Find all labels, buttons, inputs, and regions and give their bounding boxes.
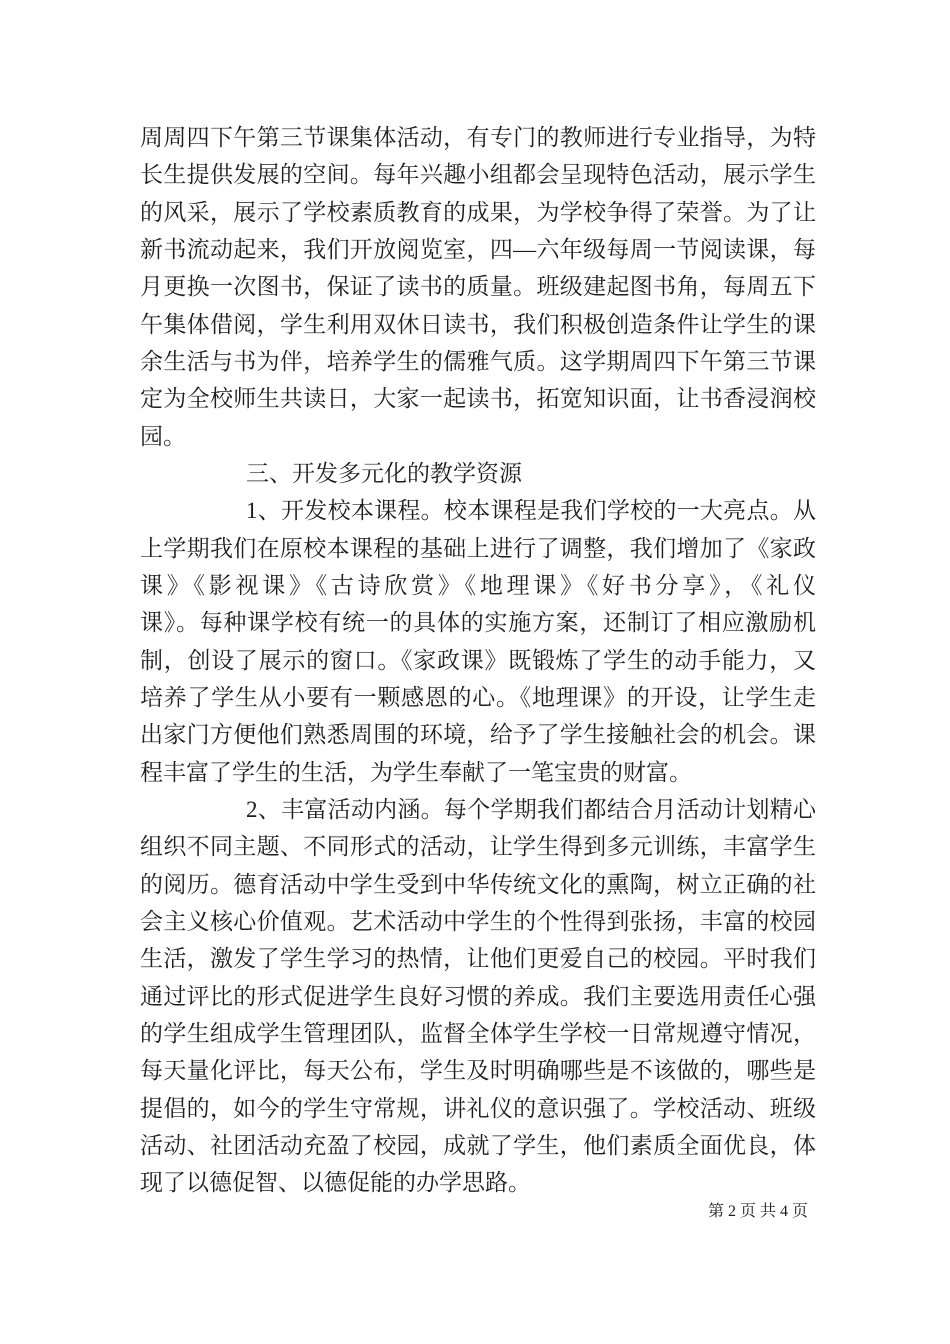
page-footer <box>708 1200 808 1224</box>
heading-section-three <box>140 455 816 492</box>
text-line: 会主义核心价值观。艺术活动中学生的个性得到张扬，丰富的校园 <box>140 908 816 934</box>
text-line: 活动、社团活动充盈了校园，成就了学生，他们素质全面优良，体 <box>140 1132 816 1158</box>
text-line: 出家门方便他们熟悉周围的环境，给予了学生接触社会的机会。课 <box>140 722 816 748</box>
page-number-label: 第 2 页 共 4 页 <box>707 1203 808 1220</box>
text-line: 月更换一次图书，保证了读书的质量。班级建起图书角，每周五下 <box>140 274 816 300</box>
text-line: 上学期我们在原校本课程的基础上进行了调整，我们增加了《家政 <box>140 535 816 561</box>
text-line: 园。 <box>140 423 186 449</box>
text-line: 1、开发校本课程。校本课程是我们学校的一大亮点。从 <box>246 498 816 524</box>
text-line: 培养了学生从小要有一颗感恩的心。《地理课》的开设，让学生走 <box>140 684 816 710</box>
text-line: 余生活与书为伴，培养学生的儒雅气质。这学期周四下午第三节课 <box>140 348 816 374</box>
text-line: 的学生组成学生管理团队，监督全体学生学校一日常规遵守情况， <box>140 1020 816 1046</box>
text-line: 组织不同主题、不同形式的活动，让学生得到多元训练，丰富学生 <box>140 834 816 860</box>
text-line: 定为全校师生共读日，大家一起读书，拓宽知识面，让书香浸润校 <box>140 386 816 412</box>
text-line: 的风采，展示了学校素质教育的成果，为学校争得了荣誉。为了让 <box>140 199 816 225</box>
text-line: 现了以德促智、以德促能的办学思路。 <box>140 1170 531 1196</box>
text-line: 通过评比的形式促进学生良好习惯的养成。我们主要选用责任心强 <box>140 983 816 1009</box>
text-line: 每天量化评比，每天公布，学生及时明确哪些是不该做的，哪些是 <box>140 1058 816 1084</box>
text-line: 新书流动起来，我们开放阅览室，四—六年级每周一节阅读课，每 <box>140 236 816 262</box>
text-line: 程丰富了学生的生活，为学生奉献了一笔宝贵的财富。 <box>140 759 692 785</box>
text-line: 2、丰富活动内涵。每个学期我们都结合月活动计划精心 <box>246 796 816 822</box>
text-line: 长生提供发展的空间。每年兴趣小组都会呈现特色活动，展示学生 <box>140 162 816 188</box>
text-line: 提倡的，如今的学生守常规，讲礼仪的意识强了。学校活动、班级 <box>140 1095 816 1121</box>
text-line: 生活，激发了学生学习的热情，让他们更爱自己的校园。平时我们 <box>140 946 816 972</box>
para-item-1-school-based-curriculum <box>140 492 816 791</box>
text-line: 课》。每种课学校有统一的具体的实施方案，还制订了相应激励机 <box>140 610 816 636</box>
text-line: 的阅历。德育活动中学生受到中华传统文化的熏陶，树立正确的社 <box>140 871 816 897</box>
text-line: 三、开发多元化的教学资源 <box>246 460 522 486</box>
para-interest-groups-reading <box>140 119 816 455</box>
text-line: 课》《影视课》《古诗欣赏》《地理课》《好书分享》，《礼仪 <box>140 572 816 598</box>
para-item-2-activity-content <box>140 791 816 1202</box>
text-line: 周周四下午第三节课集体活动，有专门的教师进行专业指导，为特 <box>140 125 816 150</box>
text-line: 制，创设了展示的窗口。《家政课》既锻炼了学生的动手能力，又 <box>140 647 816 673</box>
document-body <box>140 119 816 1202</box>
text-line: 午集体借阅，学生利用双休日读书，我们积极创造条件让学生的课 <box>140 311 816 337</box>
